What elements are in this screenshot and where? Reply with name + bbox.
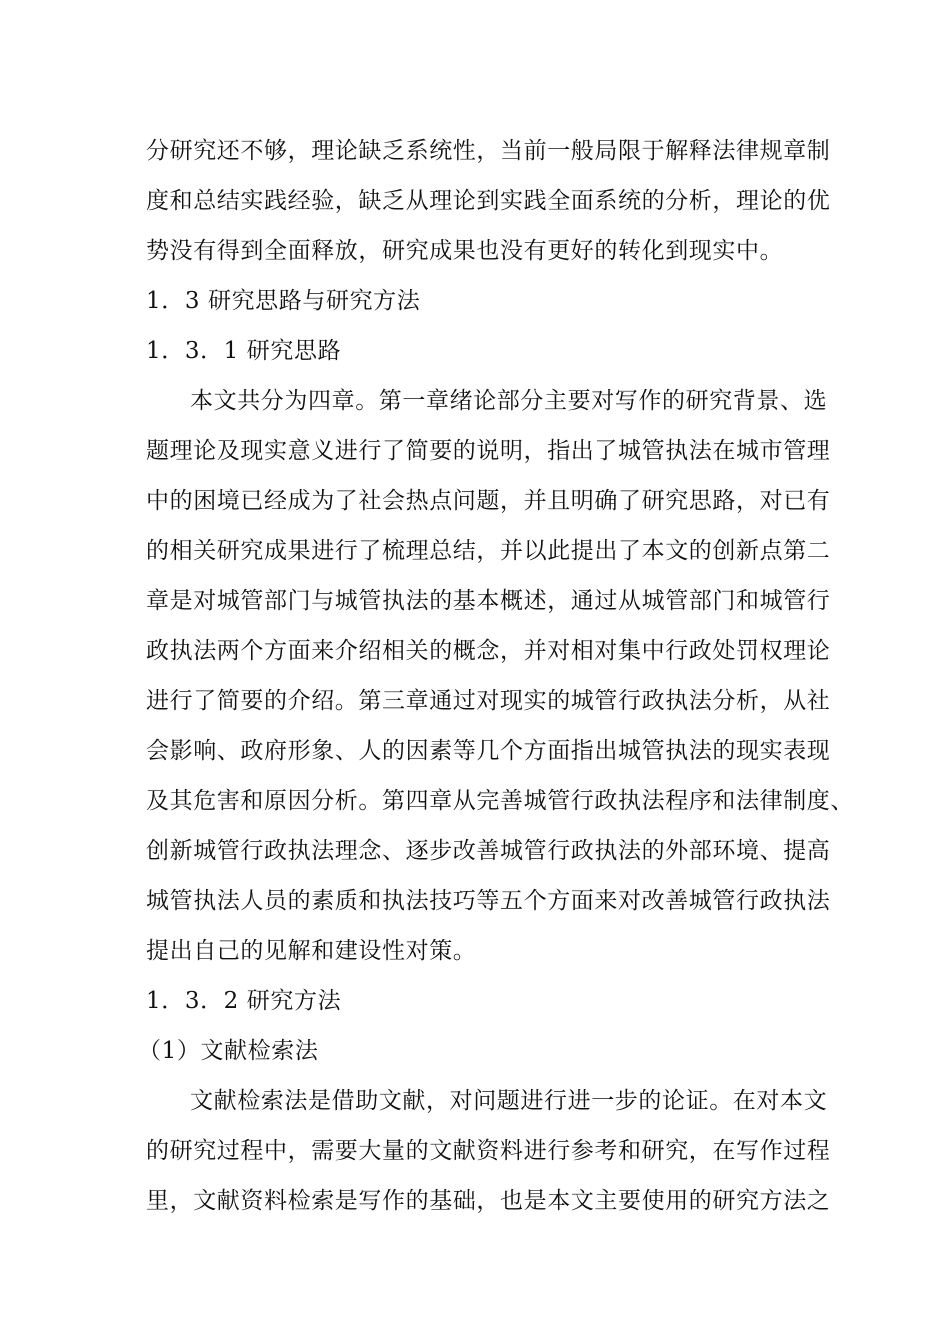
method-heading: （1）文献检索法	[138, 1038, 319, 1064]
paragraph-line: 及其危害和原因分析。第四章从完善城管行政执法程序和法律制度、	[146, 788, 854, 814]
paragraph-line: 政执法两个方面来介绍相关的概念，并对相对集中行政处罚权理论	[146, 638, 831, 664]
subsection-heading: 1．3．2 研究方法	[146, 988, 342, 1014]
paragraph-line: 章是对城管部门与城管执法的基本概述，通过从城管部门和城管行	[146, 588, 831, 614]
paragraph-line: 文献检索法是借助文献，对问题进行进一步的论证。在对本文	[190, 1088, 828, 1114]
paragraph-line: 创新城管行政执法理念、逐步改善城管行政执法的外部环境、提高	[146, 838, 831, 864]
paragraph-line: 的相关研究成果进行了梳理总结，并以此提出了本文的创新点第二	[146, 538, 831, 564]
paragraph-line: 城管执法人员的素质和执法技巧等五个方面来对改善城管行政执法	[146, 888, 831, 914]
paragraph-line: 分研究还不够，理论缺乏系统性，当前一般局限于解释法律规章制	[146, 138, 831, 164]
paragraph-line: 提出自己的见解和建设性对策。	[146, 938, 477, 964]
paragraph-line: 进行了简要的介绍。第三章通过对现实的城管行政执法分析，从社	[146, 688, 831, 714]
paragraph-line: 中的困境已经成为了社会热点问题，并且明确了研究思路，对已有	[146, 488, 831, 514]
paragraph-line: 度和总结实践经验，缺乏从理论到实践全面系统的分析，理论的优	[146, 188, 831, 214]
paragraph-line: 里，文献资料检索是写作的基础，也是本文主要使用的研究方法之	[146, 1188, 831, 1214]
paragraph-line: 本文共分为四章。第一章绪论部分主要对写作的研究背景、选	[190, 388, 828, 414]
paragraph-line: 的研究过程中，需要大量的文献资料进行参考和研究，在写作过程	[146, 1138, 831, 1164]
paragraph-line: 势没有得到全面释放，研究成果也没有更好的转化到现实中。	[146, 238, 784, 264]
section-heading: 1．3 研究思路与研究方法	[146, 288, 421, 314]
subsection-heading: 1．3．1 研究思路	[146, 338, 342, 364]
paragraph-line: 题理论及现实意义进行了简要的说明，指出了城管执法在城市管理	[146, 438, 831, 464]
paragraph-line: 会影响、政府形象、人的因素等几个方面指出城管执法的现实表现	[146, 738, 831, 764]
